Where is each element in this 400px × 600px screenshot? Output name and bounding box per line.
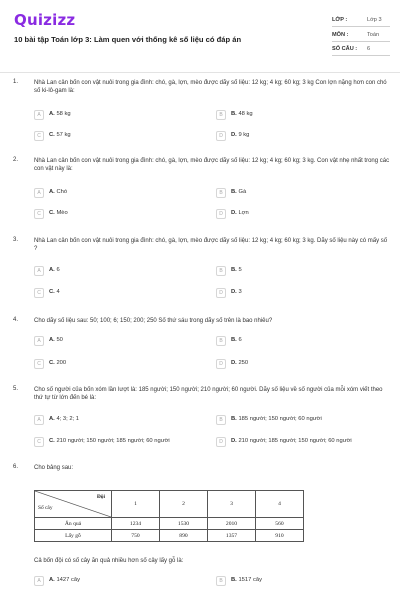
option-letter-box: D: [216, 209, 226, 219]
question-text: Cho dãy số liệu sau: 50; 100; 6; 150; 200; 250 Số thứ sáu trong dãy số trên là bao nhiêu?: [34, 318, 273, 324]
option-letter-box: C: [34, 131, 44, 141]
meta-label: SỐ CÂU :: [332, 46, 358, 52]
option-letter-box: A: [34, 576, 44, 586]
question-text: Cho bảng sau:: [34, 465, 74, 471]
question-number: 1.: [13, 79, 19, 85]
option-letter-box: A: [34, 336, 44, 346]
option-letter-box: C: [34, 288, 44, 298]
question-text: Nhà Lan cân bốn con vật nuôi trong gia đình: chó, gà, lợn, mèo được dãy số liệu: 12 kg; 4 kg; 60 kg; 3 kg. Dãy số liệu này có mấy số ?: [34, 238, 388, 253]
meta-value: 6: [367, 46, 371, 52]
option-letter-box: A: [34, 266, 44, 276]
corner-top-label: Đội: [96, 494, 105, 500]
corner-bottom-label: Số cây: [38, 505, 53, 511]
meta-value: Toán: [367, 32, 380, 38]
option-letter-box: C: [34, 209, 44, 219]
option-letter-box: A: [34, 188, 44, 198]
table-cell: 1530: [160, 518, 208, 530]
meta-label: MÔN :: [332, 32, 349, 38]
divider: [332, 26, 390, 27]
option-letter-box: C: [34, 437, 44, 447]
table-cell: 890: [160, 530, 208, 542]
option-letter-box: D: [216, 131, 226, 141]
question-number: 6.: [13, 464, 19, 470]
table-cell: 1234: [112, 518, 160, 530]
table-cell: 2010: [208, 518, 256, 530]
option-letter-box: C: [34, 359, 44, 369]
table-header-cell: 1: [112, 491, 160, 518]
option-letter-box: B: [216, 266, 226, 276]
question-text: Nhà Lan cân bốn con vật nuôi trong gia đình: chó, gà, lợn, mèo được dãy số liệu: 12 kg; 4 kg; 60 kg; 3 kg Con lợn nặng hơn con chó số ki-lô-gam là:: [34, 80, 387, 95]
table-cell: 1357: [208, 530, 256, 542]
option-letter-box: D: [216, 359, 226, 369]
question-number: 2.: [13, 157, 19, 163]
option-letter-box: A: [34, 110, 44, 120]
option-letter-box: A: [34, 415, 44, 425]
option-letter-box: B: [216, 415, 226, 425]
table-cell: 910: [256, 530, 304, 542]
option-letter-box: B: [216, 336, 226, 346]
data-table: [34, 490, 304, 542]
meta-value: Lớp 3: [367, 17, 382, 23]
table-header-cell: 4: [256, 491, 304, 518]
quizizz-logo: Quizizz: [14, 11, 76, 29]
divider: [332, 41, 390, 42]
table-header-row: [35, 491, 304, 518]
option-letter-box: B: [216, 110, 226, 120]
table-corner-cell: [35, 491, 112, 518]
header-divider: [0, 72, 400, 73]
option-letter-box: B: [216, 188, 226, 198]
table-row: [35, 518, 304, 530]
table-cell: 560: [256, 518, 304, 530]
table-cell: 750: [112, 530, 160, 542]
question-number: 5.: [13, 386, 19, 392]
option-letter-box: D: [216, 437, 226, 447]
meta-label: LỚP :: [332, 17, 348, 23]
question-text: Cả bốn đội có số cây ăn quả nhiều hơn số cây lấy gỗ là:: [34, 558, 184, 564]
worksheet-header: [0, 0, 400, 62]
question-text: Nhà Lan cân bốn con vật nuôi trong gia đình: chó, gà, lợn, mèo được dãy số liệu: 12 kg; 4 kg; 60 kg; 3 kg. Con vật nhẹ nhất trong các con vật này là:: [34, 158, 390, 173]
option-letter-box: D: [216, 288, 226, 298]
question-number: 3.: [13, 237, 19, 243]
divider: [332, 55, 390, 56]
question-number: 4.: [13, 317, 19, 323]
table-row-label: Lấy gỗ: [35, 530, 112, 542]
question-text: Cho số người của bốn xóm lần lượt là: 185 người; 150 người; 210 người; 60 người. Dãy số liệu về số người của mỗi xóm viết theo thứ tự từ lớn đến bé là:: [34, 387, 383, 402]
page-title: 10 bài tập Toán lớp 3: Làm quen với thống kê số liệu có đáp án: [14, 35, 242, 44]
option-letter-box: B: [216, 576, 226, 586]
table-header-cell: 3: [208, 491, 256, 518]
table-header-cell: 2: [160, 491, 208, 518]
table-row: [35, 530, 304, 542]
table-row-label: Ăn quả: [35, 518, 112, 530]
